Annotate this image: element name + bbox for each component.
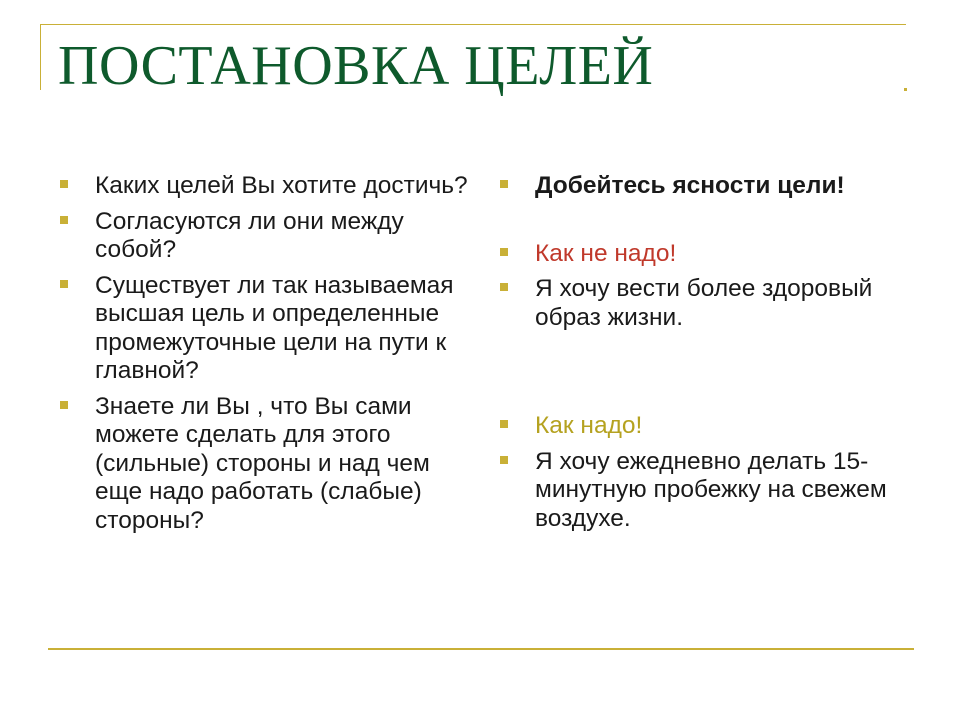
list-item-text: Существует ли так называемая высшая цель и определенные промежуточные цели на пути к главной?: [95, 271, 454, 384]
bad-example-label: [498, 240, 918, 269]
square-bullet-icon: [500, 420, 508, 428]
good-example: [498, 448, 918, 534]
list-item: [58, 172, 478, 201]
list-item: [58, 393, 478, 536]
square-bullet-icon: [60, 216, 68, 224]
bottom-border-line: [48, 648, 914, 650]
good-example-label: [498, 412, 918, 441]
square-bullet-icon: [60, 280, 68, 288]
square-bullet-icon: [500, 283, 508, 291]
bad-example-label-text: Как не надо!: [535, 239, 677, 267]
list-item-text: Согласуются ли они между собой?: [95, 207, 404, 263]
questions-list: [58, 172, 478, 542]
clarity-list: [498, 172, 918, 533]
list-item: [58, 272, 478, 386]
bad-example: [498, 275, 918, 332]
left-border-line: [40, 24, 41, 90]
slide-title: ПОСТАНОВКА ЦЕЛЕЙ: [58, 35, 654, 97]
good-example-label-text: Как надо!: [535, 412, 643, 439]
square-bullet-icon: [60, 180, 68, 188]
bad-example-text: Я хочу вести более здоровый образ жизни.: [535, 275, 873, 331]
square-bullet-icon: [500, 456, 508, 464]
right-border-tick: [904, 88, 907, 91]
square-bullet-icon: [500, 180, 508, 188]
list-item: [58, 208, 478, 265]
top-border-line: [40, 24, 906, 25]
square-bullet-icon: [500, 248, 508, 256]
good-example-text: Я хочу ежедневно делать 15-минутную пробежку на свежем воздухе.: [535, 447, 887, 532]
clarity-heading-text: Добейтесь ясности цели!: [535, 172, 845, 199]
list-item-text: Каких целей Вы хотите достичь?: [95, 172, 468, 199]
clarity-heading: [498, 172, 918, 201]
square-bullet-icon: [60, 401, 68, 409]
list-item-text: Знаете ли Вы , что Вы сами можете сделать для этого (сильные) стороны и над чем еще надо работать (слабые) стороны?: [95, 392, 430, 534]
